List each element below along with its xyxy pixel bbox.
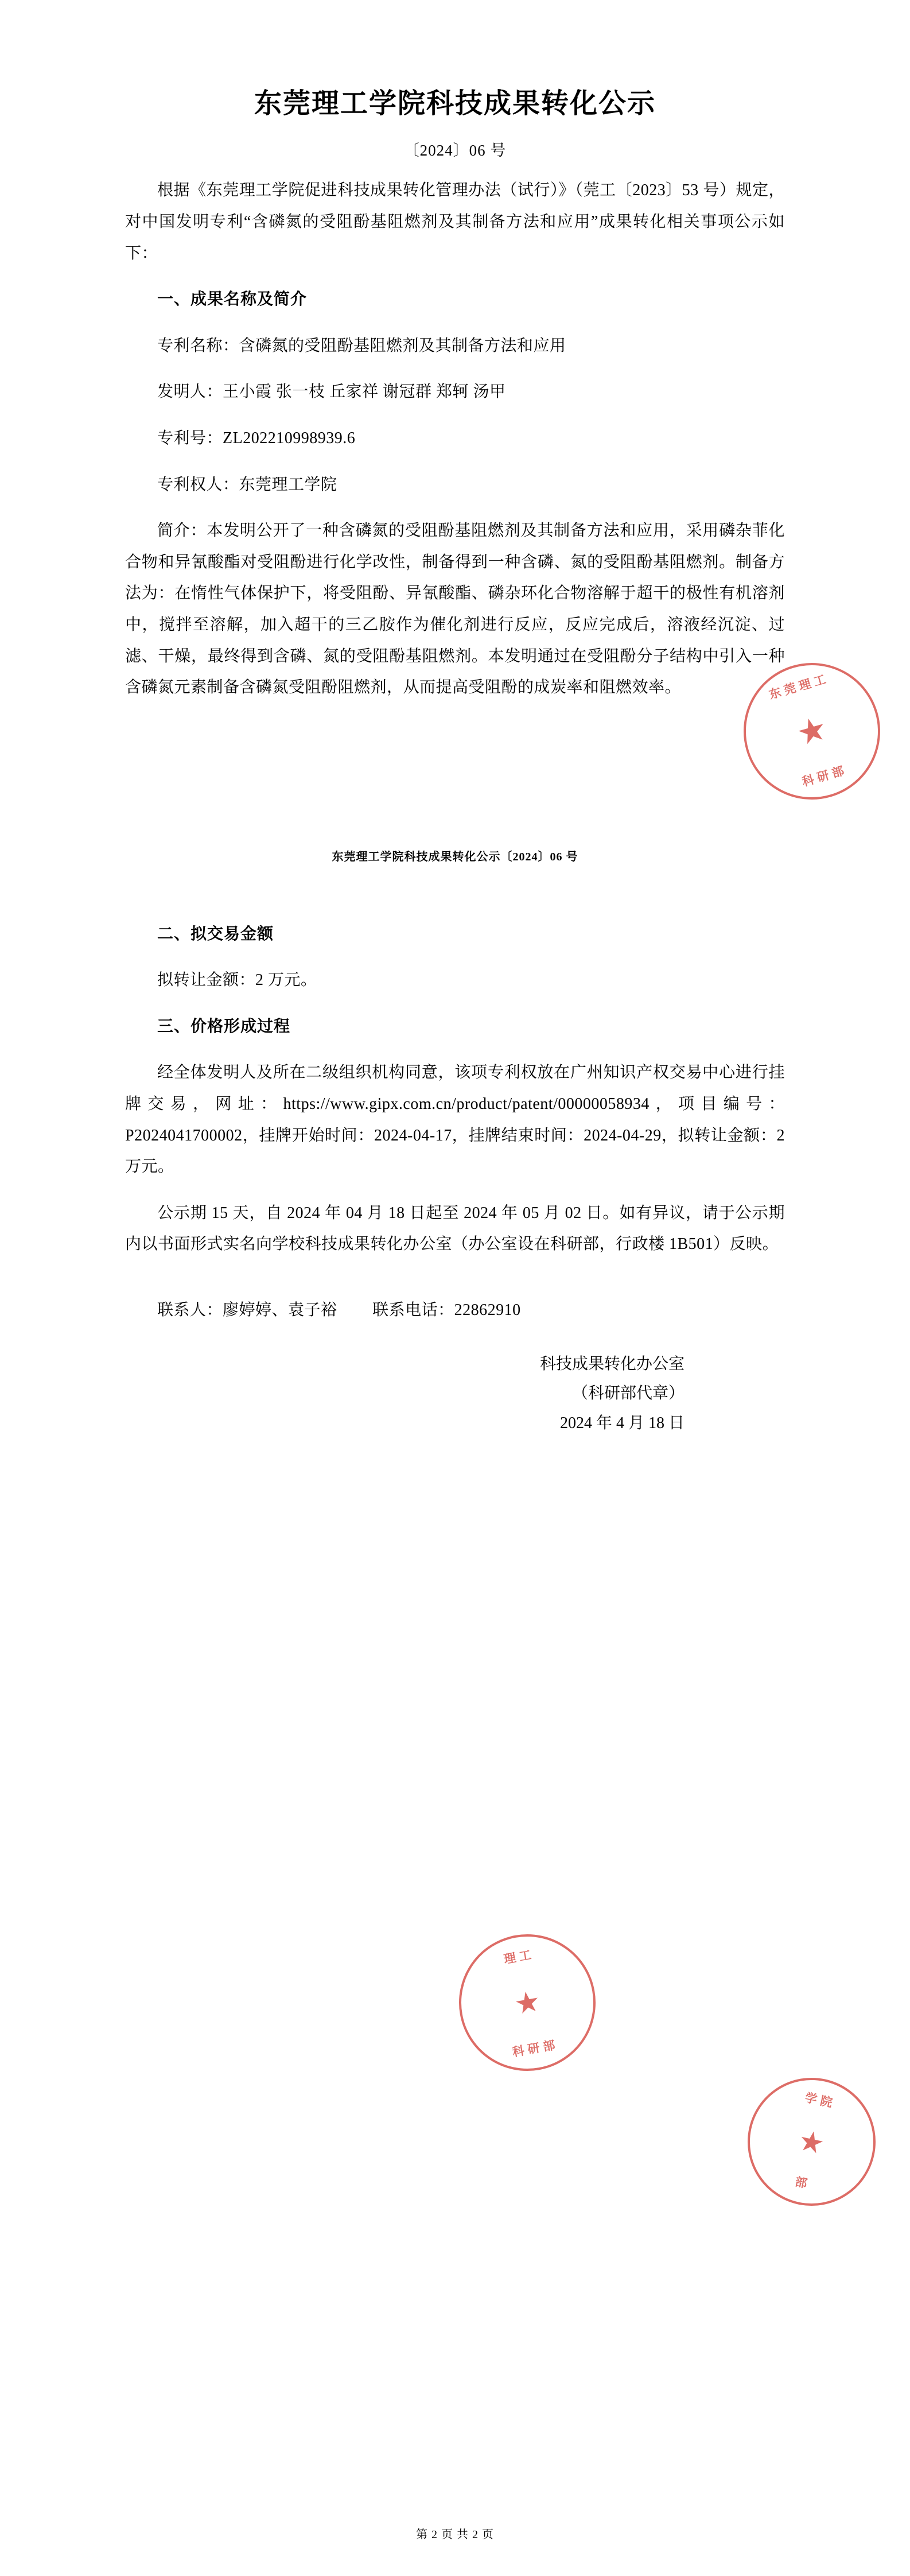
price-formation-paragraph: 经全体发明人及所在二级组织机构同意，该项专利权放在广州知识产权交易中心进行挂牌交易，网址：https://www.gipx.com.cn/product/patent/00000058934，项目编号：P2024041700002，挂牌开始时间：2024-04-17，挂牌结束时间：2024-04-29，拟转让金额：2 万元。 <box>125 1064 785 1176</box>
contact-names: 廖婷婷、袁子裕 <box>223 1301 337 1320</box>
seal-top-text: 理工 <box>503 1947 536 1966</box>
document-body-page2 <box>125 864 785 1438</box>
document-number: 〔2024〕06 号 <box>403 142 507 160</box>
seal-star-icon: ★ <box>512 1984 543 2021</box>
section-heading-3: 三、价格形成过程 <box>157 1017 291 1035</box>
contact-phone: 22862910 <box>454 1301 521 1320</box>
patent-name-field: 专利名称：含磷氮的受阻酚基阻燃剂及其制备方法和应用 <box>157 336 566 355</box>
seal-top-text: 学院 <box>803 2090 837 2111</box>
publicity-period-paragraph: 公示期 15 天，自 2024 年 04 月 18 日起至 2024 年 05 月 02 日。如有异议，请于公示期内以书面形式实名向学校科技成果转化办公室（办公室设在科研部，行政楼 1B501）反映。 <box>125 1204 785 1254</box>
seal-bottom-text: 科研部 <box>511 2037 560 2059</box>
seal-star-icon: ★ <box>792 709 831 753</box>
intro-paragraph: 根据《东莞理工学院促进科技成果转化管理办法（试行）》（莞工〔2023〕53 号）规定，对中国发明专利“含磷氮的受阻酚基阻燃剂及其制备方法和应用”成果转化相关事项公示如下： <box>125 181 785 262</box>
seal-bottom-text: 科研部 <box>800 763 849 789</box>
seal-top-text: 东莞理工 <box>767 671 831 702</box>
page-title: 东莞理工学院科技成果转化公示 <box>254 88 656 119</box>
official-seal-icon <box>448 1923 606 2082</box>
contact-label: 联系人： <box>157 1301 223 1320</box>
signing-seal-note: （科研部代章） <box>571 1384 685 1403</box>
running-header: 东莞理工学院科技成果转化公示〔2024〕06 号 <box>332 850 578 863</box>
patent-abstract: 简介：本发明公开了一种含磷氮的受阻酚基阻燃剂及其制备方法和应用，采用磷杂菲化合物和异氰酸酯对受阻酚进行化学改性，制备得到一种含磷、氮的受阻酚基阻燃剂。制备方法为：在惰性气体保护下，将受阻酚、异氰酸酯、磷杂环化合物溶解于超干的极性有机溶剂中，搅拌至溶解，加入超干的三乙胺作为催化剂进行反应，反应完成后，溶液经沉淀、过滤、干燥，最终得到含磷、氮的受阻酚基阻燃剂。本发明通过在受阻酚分子结构中引入一种含磷氮元素制备含磷氮受阻酚阻燃剂，从而提高受阻酚的成炭率和阻燃效率。 <box>125 522 785 697</box>
document-body <box>125 0 785 824</box>
patent-holder-field: 专利权人：东莞理工学院 <box>157 475 337 494</box>
header-spacer <box>125 864 785 904</box>
patent-number-field: 专利号：ZL202210998939.6 <box>157 429 356 447</box>
inventors-field: 发明人：王小霞 张一枝 丘家祥 谢冠群 郑轲 汤甲 <box>157 383 506 401</box>
contact-phone-label: 联系电话： <box>372 1301 454 1320</box>
page-break-spacer <box>125 704 785 824</box>
transfer-amount-field: 拟转让金额：2 万元。 <box>157 971 317 990</box>
signing-office: 科技成果转化办公室 <box>539 1355 685 1373</box>
signature-block <box>125 1349 785 1438</box>
official-seal-icon <box>736 2066 887 2217</box>
section-heading-2: 二、拟交易金额 <box>157 925 274 943</box>
seal-star-icon: ★ <box>795 2123 828 2160</box>
page-footer: 第 2 页 共 2 页 <box>416 2528 494 2541</box>
section-heading-1: 一、成果名称及简介 <box>157 290 308 309</box>
signing-date: 2024 年 4 月 18 日 <box>559 1414 685 1433</box>
contact-line <box>125 1295 785 1326</box>
seal-bottom-text: 部 <box>794 2174 812 2191</box>
